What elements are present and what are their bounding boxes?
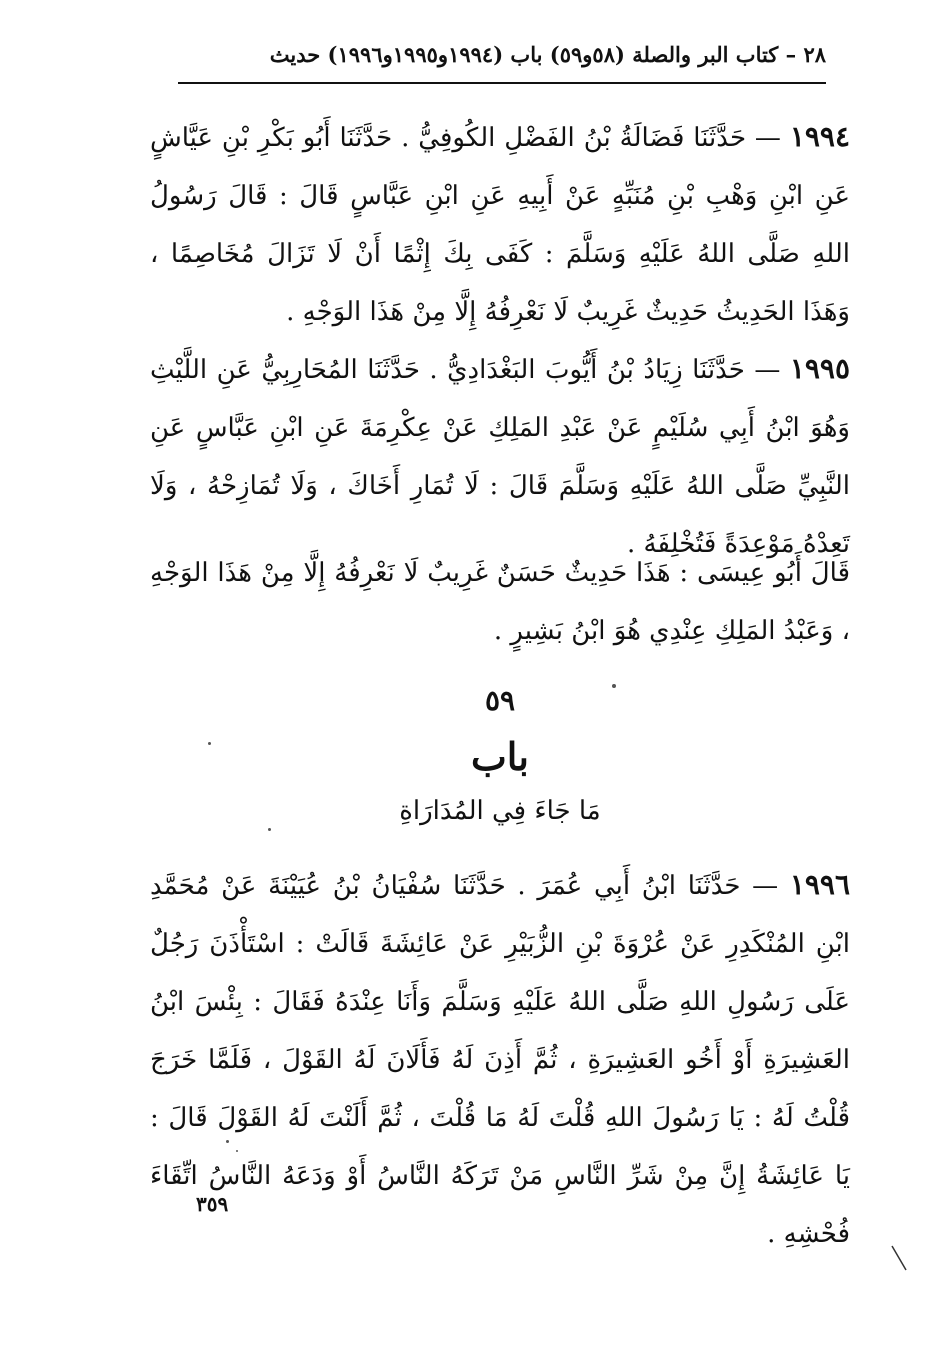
hadith-1994-paragraph bbox=[150, 108, 850, 341]
chapter-label: باب bbox=[471, 734, 529, 779]
scan-speck bbox=[268, 828, 271, 831]
margin-pen-stroke-icon bbox=[890, 1244, 908, 1272]
hadith-number-1995: ١٩٩٥ bbox=[789, 352, 850, 385]
scan-speck bbox=[226, 1140, 229, 1143]
chapter-title: مَا جَاءَ فِي المُدَارَاةِ bbox=[399, 796, 601, 826]
scan-speck bbox=[612, 684, 616, 688]
scan-speck bbox=[236, 1150, 238, 1152]
hadith-number-1994: ١٩٩٤ bbox=[789, 120, 850, 153]
hadith-number-1996: ١٩٩٦ bbox=[789, 868, 850, 901]
hadith-1996-paragraph bbox=[150, 856, 850, 1263]
running-title: ٢٨ – كتاب البر والصلة (٥٨و٥٩) باب (١٩٩٤و١٩٩٥و١٩٩٦) حديث bbox=[269, 41, 826, 67]
abu-isa-comment-text: قَالَ أَبُو عِيسَى : هَذَا حَدِيثٌ حَسَنٌ غَرِيبٌ لَا نَعْرِفُهُ إِلَّا مِنْ هَذَا الوَجْهِ ، وَعَبْدُ المَلِكِ عِنْدِي هُوَ ابْنُ بَشِيرٍ . bbox=[150, 558, 850, 646]
scan-speck bbox=[208, 742, 211, 745]
hadith-text-1994: — حَدَّثَنَا فَضَالَةُ بْنُ الفَضْلِ الكُوفِيُّ . حَدَّثَنَا أَبُو بَكْرِ بْنِ عَيَّاشٍ عَنِ ابْنِ وَهْبِ بْنِ مُنَبِّهٍ عَنْ أَبِيهِ عَنِ ابْنِ عَبَّاسٍ قَالَ : قَالَ رَسُولُ اللهِ صَلَّى اللهُ عَلَيْهِ وَسَلَّمَ : كَفَى بِكَ إِثْمًا أَنْ لَا تَزَالَ مُخَاصِمًا ، وَهَذَا الحَدِيثُ حَدِيثٌ غَرِيبٌ لَا نَعْرِفُهُ إِلَّا مِنْ هَذَا الوَجْهِ . bbox=[150, 123, 850, 327]
page-number: ٣٥٩ bbox=[196, 1192, 229, 1216]
hadith-text-1996: — حَدَّثَنَا ابْنُ أَبِي عُمَرَ . حَدَّثَنَا سُفْيَانُ بْنُ عُيَيْنَةَ عَنْ مُحَمَّدِ ابْنِ المُنْكَدِرِ عَنْ عُرْوَةَ بْنِ الزُّبَيْرِ عَنْ عَائِشَةَ قَالَتْ : اسْتَأْذَنَ رَجُلٌ عَلَى رَسُولِ اللهِ صَلَّى اللهُ عَلَيْهِ وَسَلَّمَ وَأَنَا عِنْدَهُ فَقَالَ : بِئْسَ ابْنُ العَشِيرَةِ أَوْ أَخُو العَشِيرَةِ ، ثُمَّ أَذِنَ لَهُ فَأَلَانَ لَهُ القَوْلَ ، فَلَمَّا خَرَجَ قُلْتُ لَهُ : يَا رَسُولَ اللهِ قُلْتَ لَهُ مَا قُلْتَ ، ثُمَّ أَلَنْتَ لَهُ القَوْلَ قَالَ : يَا عَائِشَةُ إِنَّ مِنْ شَرِّ النَّاسِ مَنْ تَرَكَهُ النَّاسُ أَوْ وَدَعَهُ النَّاسُ اتِّقَاءَ فُحْشِهِ . bbox=[150, 871, 850, 1249]
chapter-number: ٥٩ bbox=[484, 684, 516, 717]
header-rule bbox=[178, 82, 826, 84]
hadith-1995-paragraph bbox=[150, 340, 850, 573]
hadith-text-1995: — حَدَّثَنَا زِيَادُ بْنُ أَيُّوبَ البَغْدَادِيُّ . حَدَّثَنَا المُحَارِبِيُّ عَنِ اللَّيْثِ وَهُوَ ابْنُ أَبِي سُلَيْمٍ عَنْ عَبْدِ المَلِكِ عَنْ عِكْرِمَةَ عَنِ ابْنِ عَبَّاسٍ عَنِ النَّبِيِّ صَلَّى اللهُ عَلَيْهِ وَسَلَّمَ قَالَ : لَا تُمَارِ أَخَاكَ ، وَلَا تُمَازِحْهُ ، وَلَا تَعِدْهُ مَوْعِدَةً فَتُخْلِفَهُ . bbox=[150, 355, 850, 559]
abu-isa-comment-paragraph bbox=[150, 544, 850, 660]
